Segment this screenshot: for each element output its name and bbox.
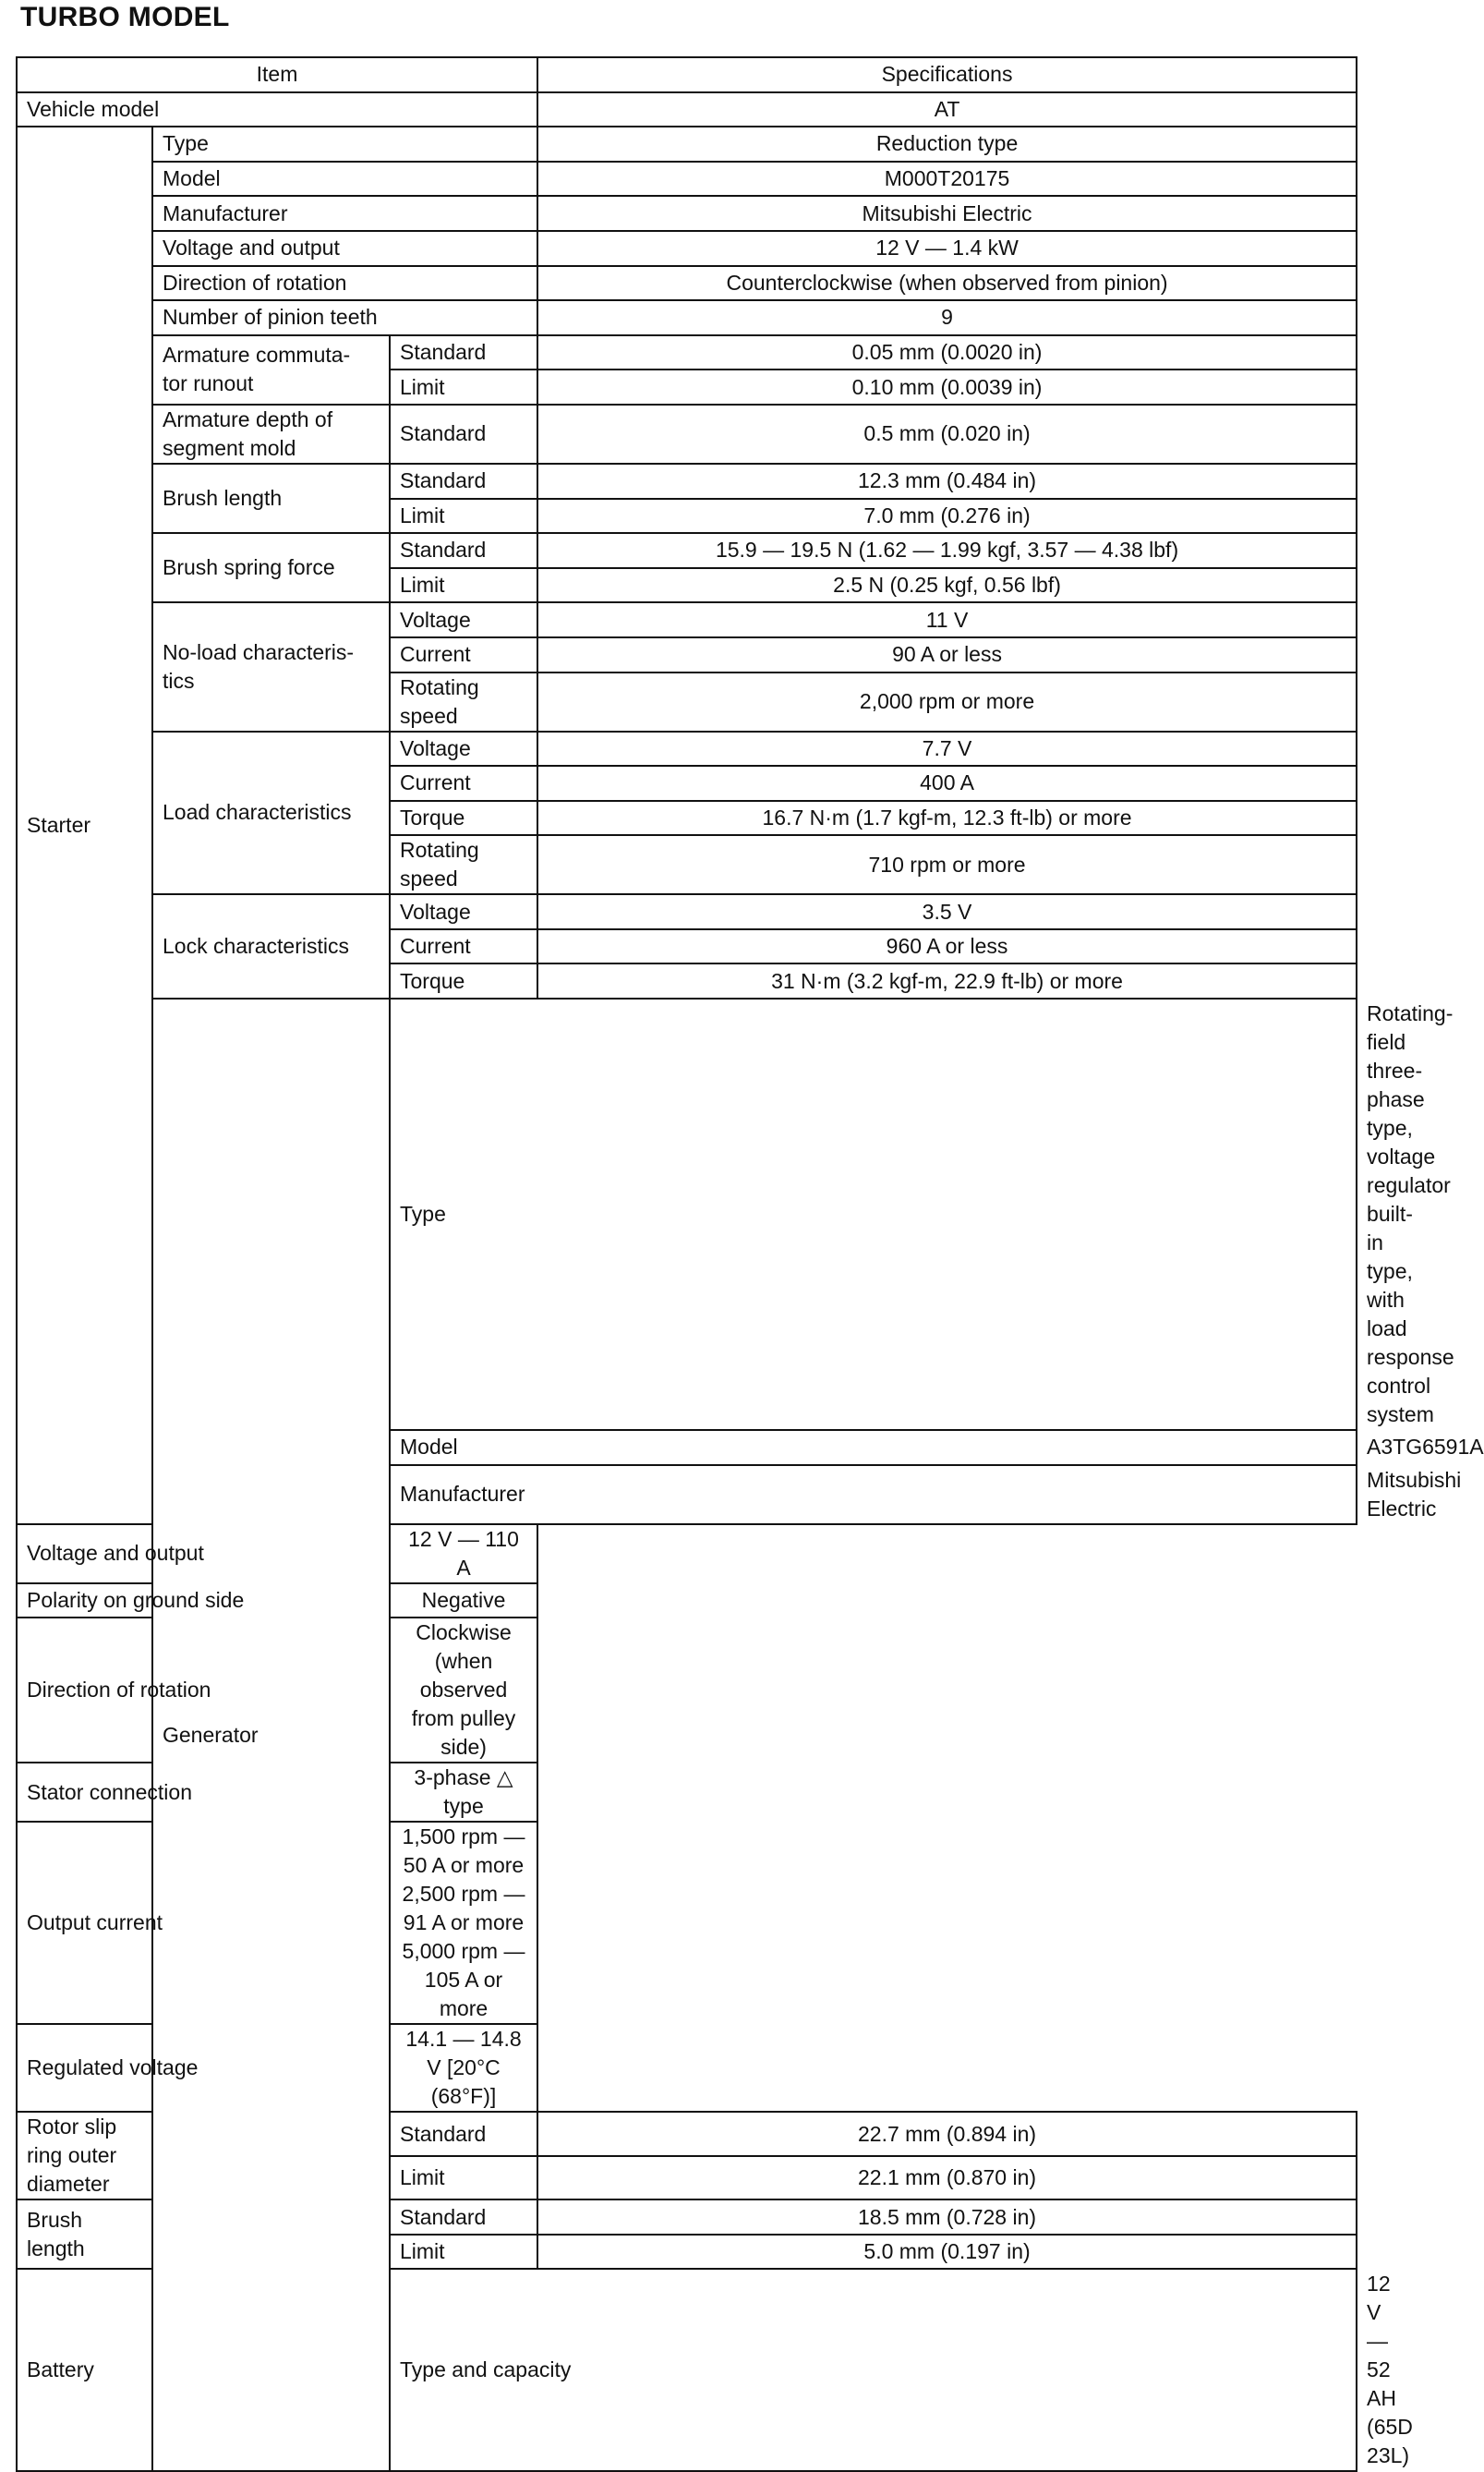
row-label: Direction of rotation (17, 1618, 390, 1763)
sub-label: Voltage (390, 602, 537, 637)
row-value: 22.1 mm (0.870 in) (537, 2156, 1357, 2200)
row-value: 14.1 — 14.8 V [20°C (68°F)] (390, 2024, 537, 2112)
sub-label: Torque (390, 801, 537, 836)
row-label: Voltage and output (152, 231, 537, 266)
sub-label: Rotating speed (390, 673, 537, 732)
row-value: 2.5 N (0.25 kgf, 0.56 lbf) (537, 568, 1357, 603)
row-value: 3.5 V (537, 894, 1357, 929)
sub-label: Limit (390, 568, 537, 603)
header-item: Item (17, 57, 537, 92)
row-value: 0.5 mm (0.020 in) (537, 405, 1357, 464)
table-row (17, 335, 1357, 370)
row-value: 7.0 mm (0.276 in) (537, 499, 1357, 534)
row-value: Counterclockwise (when observed from pinion) (537, 266, 1357, 301)
row-label: Direction of rotation (152, 266, 537, 301)
row-label: Model (152, 162, 537, 197)
sub-label: Voltage (390, 732, 537, 767)
row-label: Armature commuta- tor runout (152, 335, 390, 405)
table-row: Model A3TG6591A (17, 1430, 1357, 1465)
sub-label: Standard (390, 533, 537, 568)
row-value: 7.7 V (537, 732, 1357, 767)
group-label-battery: Battery (17, 2269, 152, 2471)
table-row (17, 1822, 1357, 2024)
row-label: Brush spring force (152, 533, 390, 602)
specifications-table (16, 56, 1484, 2472)
table-row: Battery Type and capacity 12 V — 52 AH (65D 23L) (17, 2269, 1357, 2471)
row-value: 90 A or less (537, 637, 1357, 673)
table-row (17, 464, 1357, 499)
row-value: 12 V — 110 A (390, 1524, 537, 1583)
row-value: 0.10 mm (0.0039 in) (537, 370, 1357, 405)
row-value: Clockwise (when observed from pulley side) (390, 1618, 537, 1763)
sub-label: Standard (390, 405, 537, 464)
sub-label: Limit (390, 370, 537, 405)
table-row (17, 300, 1357, 335)
row-label: Stator connection (17, 1763, 390, 1822)
table-row (17, 162, 1357, 197)
row-label: Type and capacity (390, 2269, 1357, 2471)
sub-label: Standard (390, 335, 537, 370)
table-row (17, 894, 1357, 929)
row-value: Mitsubishi Electric (537, 196, 1357, 231)
row-value: 18.5 mm (0.728 in) (537, 2199, 1357, 2235)
row-label: Vehicle model (17, 92, 537, 127)
sub-label: Standard (390, 2112, 537, 2156)
row-value: 400 A (537, 766, 1357, 801)
row-label: No-load characteris- tics (152, 602, 390, 731)
row-value: M000T20175 (537, 162, 1357, 197)
sub-label: Voltage (390, 894, 537, 929)
page-title: TURBO MODEL (20, 2, 230, 32)
row-value: 0.05 mm (0.0020 in) (537, 335, 1357, 370)
table-row (17, 92, 1357, 127)
row-label: Manufacturer (390, 1465, 1357, 1524)
row-value: Reduction type (537, 127, 1357, 162)
table-row (17, 1583, 1357, 1618)
header-specifications: Specifications (537, 57, 1357, 92)
sub-label: Current (390, 929, 537, 964)
row-value: 16.7 N·m (1.7 kgf-m, 12.3 ft-lb) or more (537, 801, 1357, 836)
table-row (17, 2024, 1357, 2112)
table-row (17, 1524, 1357, 1583)
row-label: Voltage and output (17, 1524, 390, 1583)
row-value: AT (537, 92, 1357, 127)
group-label-starter: Starter (17, 127, 152, 1523)
sub-label: Limit (390, 2235, 537, 2270)
row-label: Brush length (152, 464, 390, 533)
sub-label: Standard (390, 464, 537, 499)
table-header-row (17, 57, 1357, 92)
row-value: 15.9 — 19.5 N (1.62 — 1.99 kgf, 3.57 — 4.38 lbf) (537, 533, 1357, 568)
table-row: Manufacturer Mitsubishi Electric (17, 1465, 1357, 1524)
row-value: 2,000 rpm or more (537, 673, 1357, 732)
table-row (17, 732, 1357, 767)
table-row (17, 1763, 1357, 1822)
row-value: 5.0 mm (0.197 in) (537, 2235, 1357, 2270)
sub-label: Current (390, 766, 537, 801)
row-value: 12 V — 1.4 kW (537, 231, 1357, 266)
sub-label: Limit (390, 499, 537, 534)
row-value: 12.3 mm (0.484 in) (537, 464, 1357, 499)
row-label: Rotor slip ring outer diameter (17, 2112, 152, 2199)
row-label: Regulated voltage (17, 2024, 390, 2112)
row-label: Type (152, 127, 537, 162)
sub-label: Rotating speed (390, 835, 537, 894)
row-value: 11 V (537, 602, 1357, 637)
row-label: Load characteristics (152, 732, 390, 895)
table-row (17, 231, 1357, 266)
table-row (17, 602, 1357, 637)
row-value: 31 N·m (3.2 kgf-m, 22.9 ft-lb) or more (537, 963, 1357, 999)
row-value: 9 (537, 300, 1357, 335)
row-value: 22.7 mm (0.894 in) (537, 2112, 1357, 2156)
row-label: Armature depth of segment mold (152, 405, 390, 464)
row-label: Model (390, 1430, 1357, 1465)
row-label: Output current (17, 1822, 390, 2024)
table-row (17, 196, 1357, 231)
table-row (17, 533, 1357, 568)
group-label-generator: Generator (152, 999, 390, 2471)
row-label: Type (390, 999, 1357, 1430)
row-label: Brush length (17, 2199, 152, 2269)
sub-label: Current (390, 637, 537, 673)
row-label: Manufacturer (152, 196, 537, 231)
sub-label: Standard (390, 2199, 537, 2235)
row-label: Polarity on ground side (17, 1583, 390, 1618)
sub-label: Torque (390, 963, 537, 999)
table-row (17, 127, 1357, 162)
row-value: 1,500 rpm — 50 A or more 2,500 rpm — 91 A or more 5,000 rpm — 105 A or more (390, 1822, 537, 2024)
sub-label: Limit (390, 2156, 537, 2200)
row-label: Number of pinion teeth (152, 300, 537, 335)
table-row (17, 266, 1357, 301)
row-value: 3-phase △ type (390, 1763, 537, 1822)
row-value: Negative (390, 1583, 537, 1618)
table-row: Generator Type Rotating-field three-phase type, voltage regulator built-in type, with load response control system (17, 999, 1357, 1430)
row-value: 710 rpm or more (537, 835, 1357, 894)
row-value: 960 A or less (537, 929, 1357, 964)
table-row (17, 405, 1357, 464)
row-label: Lock characteristics (152, 894, 390, 999)
